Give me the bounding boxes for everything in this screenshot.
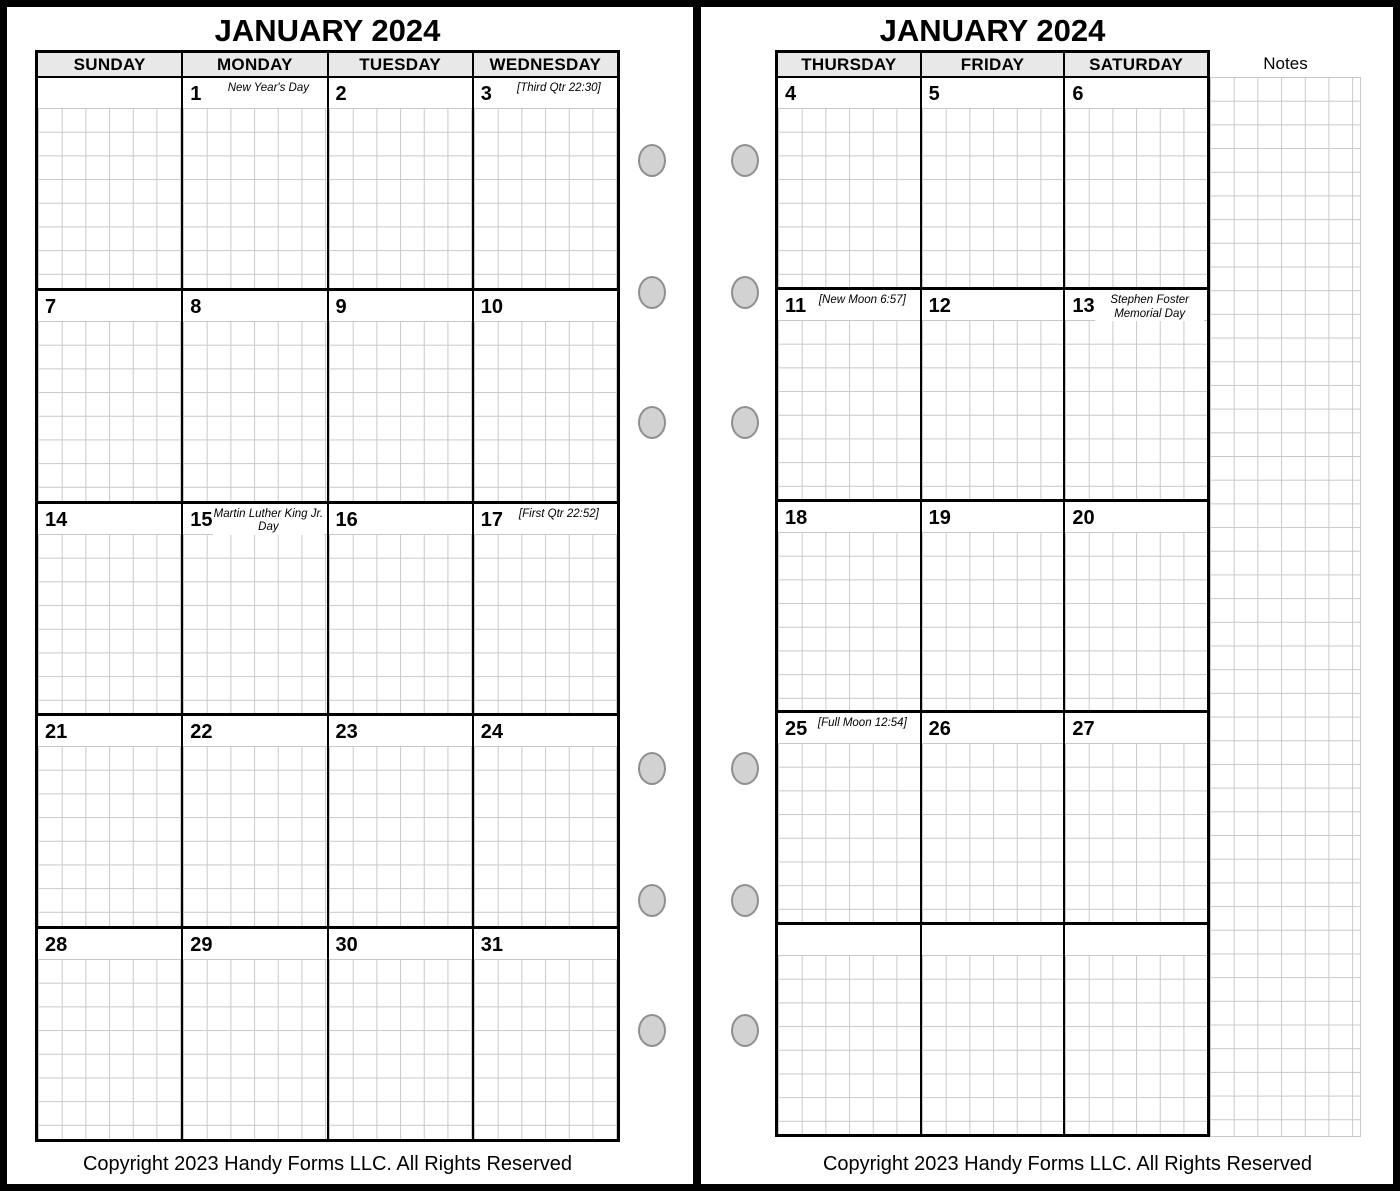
writing-grid — [778, 955, 920, 1134]
date-number: 4 — [785, 83, 797, 105]
writing-grid — [474, 108, 617, 288]
date-number: 7 — [45, 295, 57, 318]
day-cell-6 — [1063, 78, 1207, 287]
writing-grid — [1065, 108, 1207, 287]
binder-hole — [638, 144, 666, 177]
date-strip — [329, 716, 472, 746]
day-cell-25 — [778, 713, 920, 922]
copyright-footer: Copyright 2023 Handy Forms LLC. All Rights Reserved — [822, 1153, 1313, 1175]
day-cell-22 — [181, 716, 326, 926]
writing-grid — [329, 321, 472, 501]
day-cell-empty — [1063, 925, 1207, 1134]
date-strip — [922, 925, 1064, 955]
week-row — [38, 713, 617, 926]
writing-grid — [922, 320, 1064, 499]
date-number: 3 — [480, 83, 492, 105]
event-label: Martin Luther King Jr. Day — [213, 507, 324, 534]
writing-grid — [1065, 532, 1207, 711]
day-cell-empty — [38, 78, 181, 288]
calendar-table-right — [775, 50, 1210, 1137]
day-header-thursday: THURSDAY — [801, 54, 897, 74]
date-number: 13 — [1072, 294, 1095, 317]
date-number: 14 — [45, 508, 68, 531]
week-row — [778, 499, 1207, 711]
weekday-header-row — [38, 53, 617, 78]
binder-hole — [638, 884, 666, 917]
date-strip — [329, 504, 472, 534]
writing-grid — [922, 743, 1064, 922]
writing-grid — [183, 959, 326, 1139]
day-cell-20 — [1063, 502, 1207, 711]
day-cell-23 — [327, 716, 472, 926]
date-number: 27 — [1072, 718, 1095, 741]
week-row — [778, 710, 1207, 922]
weekday-header-row — [778, 53, 1207, 78]
day-cell-8 — [181, 291, 326, 501]
date-number: 21 — [45, 721, 68, 744]
binder-hole — [731, 276, 759, 309]
event-label: New Year's Day — [213, 82, 323, 96]
day-cell-26 — [920, 713, 1064, 922]
date-number: 6 — [1072, 83, 1084, 105]
week-row — [38, 926, 617, 1139]
day-cell-2 — [327, 78, 472, 288]
date-number: 30 — [335, 934, 358, 957]
writing-grid — [329, 534, 472, 714]
writing-grid — [183, 534, 326, 714]
date-strip — [778, 502, 920, 532]
day-cell-9 — [327, 291, 472, 501]
date-number: 17 — [480, 508, 503, 531]
date-strip — [38, 504, 181, 534]
week-row — [38, 288, 617, 501]
writing-grid — [38, 108, 181, 288]
writing-grid — [778, 320, 920, 499]
day-cell-empty — [920, 925, 1064, 1134]
day-header-friday: FRIDAY — [920, 53, 1064, 76]
day-header-saturday: SATURDAY — [1063, 53, 1207, 76]
writing-grid — [183, 321, 326, 501]
day-cell-31 — [472, 929, 617, 1139]
date-number: 20 — [1072, 506, 1095, 529]
event-label: [Full Moon 12:54] — [808, 717, 917, 731]
date-strip — [474, 929, 617, 959]
day-cell-11 — [778, 290, 920, 499]
week-row — [38, 78, 617, 288]
writing-grid — [329, 108, 472, 288]
binder-hole — [731, 752, 759, 785]
copyright-footer: Copyright 2023 Handy Forms LLC. All Rights Reserved — [82, 1153, 573, 1175]
day-cell-12 — [920, 290, 1064, 499]
binder-hole — [638, 752, 666, 785]
date-number: 12 — [928, 294, 951, 317]
writing-grid — [38, 321, 181, 501]
date-strip — [183, 78, 326, 108]
day-cell-18 — [778, 502, 920, 711]
date-number: 25 — [785, 718, 808, 741]
writing-grid — [474, 534, 617, 714]
binder-hole — [731, 406, 759, 439]
day-cell-17 — [472, 504, 617, 714]
date-strip — [922, 713, 1064, 743]
writing-grid — [922, 955, 1064, 1134]
page-title: JANUARY 2024 — [879, 13, 1106, 48]
writing-grid — [922, 532, 1064, 711]
day-cell-27 — [1063, 713, 1207, 922]
binder-hole — [731, 144, 759, 177]
writing-grid — [922, 108, 1064, 287]
date-strip — [1065, 502, 1207, 532]
writing-grid — [183, 746, 326, 926]
date-number: 1 — [190, 83, 202, 105]
date-number: 10 — [480, 295, 503, 318]
date-number: 15 — [190, 508, 213, 531]
day-cell-21 — [38, 716, 181, 926]
day-cell-3 — [472, 78, 617, 288]
date-strip — [778, 290, 920, 320]
day-cell-28 — [38, 929, 181, 1139]
day-cell-16 — [327, 504, 472, 714]
date-strip — [1065, 925, 1207, 955]
day-cell-19 — [920, 502, 1064, 711]
day-cell-7 — [38, 291, 181, 501]
date-strip — [38, 291, 181, 321]
date-number: 31 — [480, 934, 503, 957]
date-number: 16 — [335, 508, 358, 531]
event-label: [Third Qtr 22:30] — [504, 82, 614, 96]
writing-grid — [474, 746, 617, 926]
day-cell-13 — [1063, 290, 1207, 499]
day-cell-30 — [327, 929, 472, 1139]
date-strip — [778, 925, 920, 955]
day-cell-4 — [778, 78, 920, 287]
week-row — [38, 501, 617, 714]
date-strip — [778, 78, 920, 108]
day-cell-1 — [181, 78, 326, 288]
date-strip — [329, 291, 472, 321]
writing-grid — [1065, 955, 1207, 1134]
day-header-wednesday: WEDNESDAY — [472, 53, 617, 76]
day-cell-15 — [181, 504, 326, 714]
day-header-monday: MONDAY — [181, 53, 326, 76]
date-number: 24 — [480, 721, 503, 744]
date-strip — [38, 78, 181, 108]
date-number: 22 — [190, 721, 213, 744]
day-header-tuesday: TUESDAY — [327, 53, 472, 76]
week-row — [778, 922, 1207, 1134]
date-number: 5 — [928, 83, 940, 105]
writing-grid — [183, 108, 326, 288]
writing-grid — [474, 321, 617, 501]
weeks-container — [778, 78, 1207, 1134]
date-strip — [474, 291, 617, 321]
writing-grid — [1065, 743, 1207, 922]
date-strip — [38, 716, 181, 746]
date-number: 28 — [45, 934, 68, 957]
date-strip — [329, 78, 472, 108]
writing-grid — [474, 959, 617, 1139]
date-strip — [474, 504, 617, 534]
event-label: [New Moon 6:57] — [808, 294, 917, 308]
notes-label: Notes — [1263, 54, 1308, 73]
day-header-sunday: SUNDAY — [73, 54, 146, 74]
day-cell-empty — [778, 925, 920, 1134]
calendar-page-left — [0, 0, 697, 1191]
date-strip — [1065, 713, 1207, 743]
writing-grid — [38, 959, 181, 1139]
date-number: 29 — [190, 934, 213, 957]
writing-grid — [778, 743, 920, 922]
calendar-page-right — [697, 0, 1400, 1191]
writing-grid — [1065, 320, 1207, 499]
date-strip — [183, 504, 326, 534]
date-strip — [922, 78, 1064, 108]
date-strip — [1065, 290, 1207, 320]
date-number: 23 — [335, 721, 358, 744]
date-number: 19 — [928, 506, 951, 529]
date-number: 9 — [335, 295, 347, 318]
binder-hole — [638, 1014, 666, 1047]
binder-hole — [731, 884, 759, 917]
event-label: [First Qtr 22:52] — [504, 508, 614, 522]
date-strip — [778, 713, 920, 743]
day-cell-24 — [472, 716, 617, 926]
binder-hole — [731, 1014, 759, 1047]
notes-writing-grid — [1210, 77, 1361, 1137]
date-strip — [474, 716, 617, 746]
day-cell-14 — [38, 504, 181, 714]
date-strip — [922, 502, 1064, 532]
day-cell-29 — [181, 929, 326, 1139]
date-strip — [474, 78, 617, 108]
date-strip — [183, 291, 326, 321]
calendar-table-left — [35, 50, 620, 1142]
date-strip — [183, 716, 326, 746]
date-strip — [922, 290, 1064, 320]
weeks-container — [38, 78, 617, 1139]
page-title: JANUARY 2024 — [214, 13, 441, 48]
date-number: 26 — [928, 718, 951, 741]
week-row — [778, 78, 1207, 287]
date-number: 2 — [335, 83, 347, 105]
date-number: 8 — [190, 295, 202, 318]
date-strip — [1065, 78, 1207, 108]
date-strip — [38, 929, 181, 959]
binder-hole — [638, 406, 666, 439]
writing-grid — [329, 959, 472, 1139]
day-cell-10 — [472, 291, 617, 501]
writing-grid — [38, 534, 181, 714]
binder-hole — [638, 276, 666, 309]
date-strip — [329, 929, 472, 959]
writing-grid — [329, 746, 472, 926]
day-cell-5 — [920, 78, 1064, 287]
date-number: 18 — [785, 506, 808, 529]
writing-grid — [778, 532, 920, 711]
date-number: 11 — [785, 294, 807, 317]
writing-grid — [778, 108, 920, 287]
event-label: Stephen Foster Memorial Day — [1095, 294, 1204, 322]
writing-grid — [38, 746, 181, 926]
date-strip — [183, 929, 326, 959]
week-row — [778, 287, 1207, 499]
